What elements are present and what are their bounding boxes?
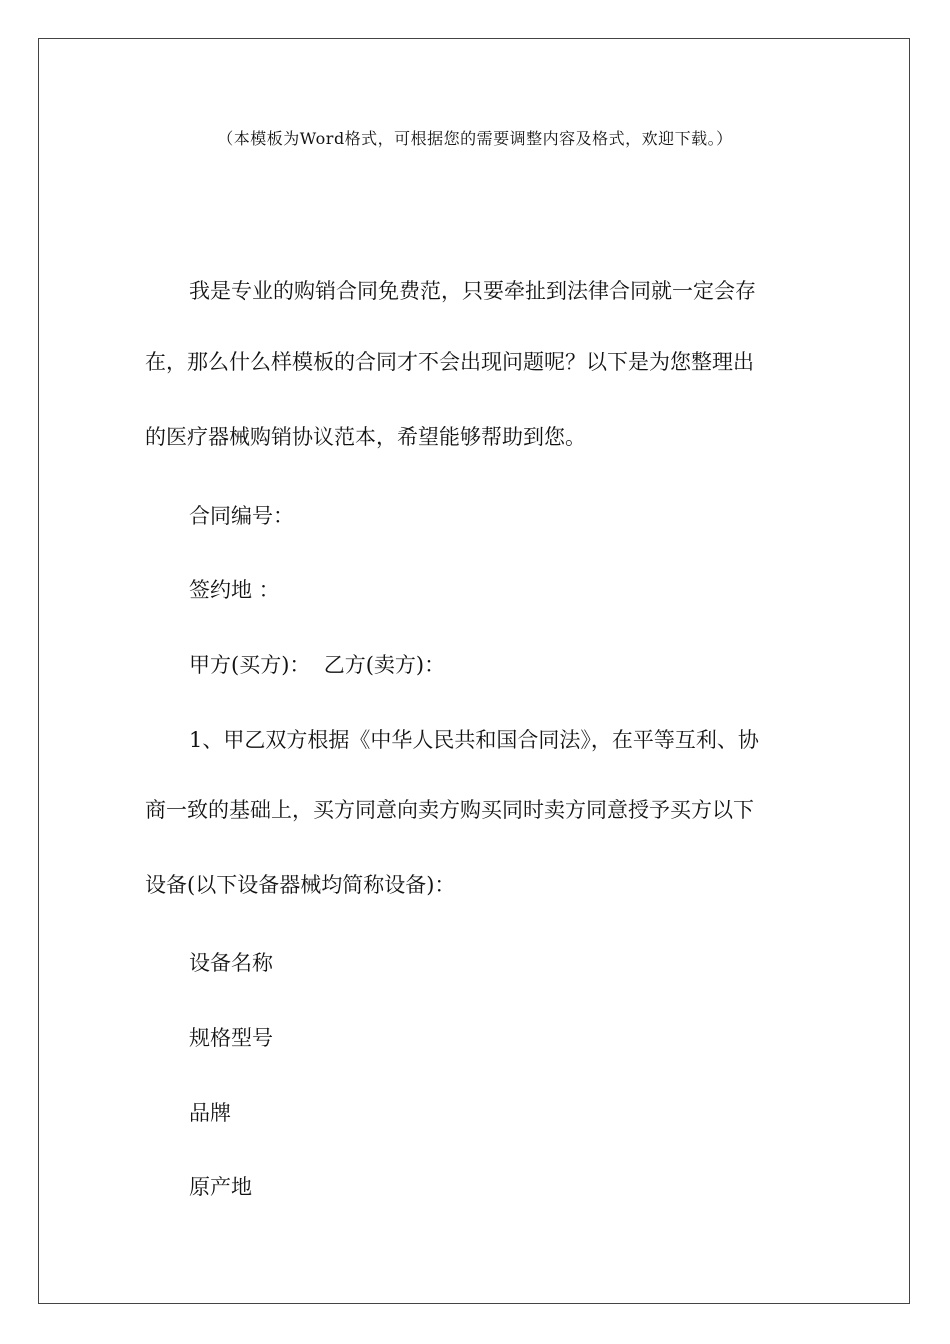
sign-place-label: 签约地 ： (189, 578, 280, 602)
clause1-line-2: 商一致的基础上，买方同意向卖方购买同时卖方同意授予买方以下 (145, 798, 754, 822)
parties-label: 甲方(买方)： 乙方(卖方)： (189, 653, 446, 677)
spec-model-label: 规格型号 (189, 1026, 273, 1050)
equipment-name-label: 设备名称 (189, 951, 273, 975)
intro-line-3: 的医疗器械购销协议范本，希望能够帮助到您。 (145, 425, 586, 449)
contract-number-label: 合同编号： (189, 504, 294, 528)
template-note: （本模板为Word格式，可根据您的需要调整内容及格式，欢迎下载。） (217, 129, 733, 148)
intro-line-1: 我是专业的购销合同免费范，只要牵扯到法律合同就一定会存 (189, 279, 756, 303)
intro-line-2: 在，那么什么样模板的合同才不会出现问题呢？以下是为您整理出 (145, 350, 754, 374)
origin-label: 原产地 (189, 1175, 252, 1199)
page-frame (38, 38, 910, 1304)
clause1-line-1: 1、甲乙双方根据《中华人民共和国合同法》，在平等互利、协 (189, 728, 759, 752)
clause1-line-3: 设备(以下设备器械均简称设备)： (145, 873, 456, 897)
brand-label: 品牌 (189, 1101, 231, 1125)
